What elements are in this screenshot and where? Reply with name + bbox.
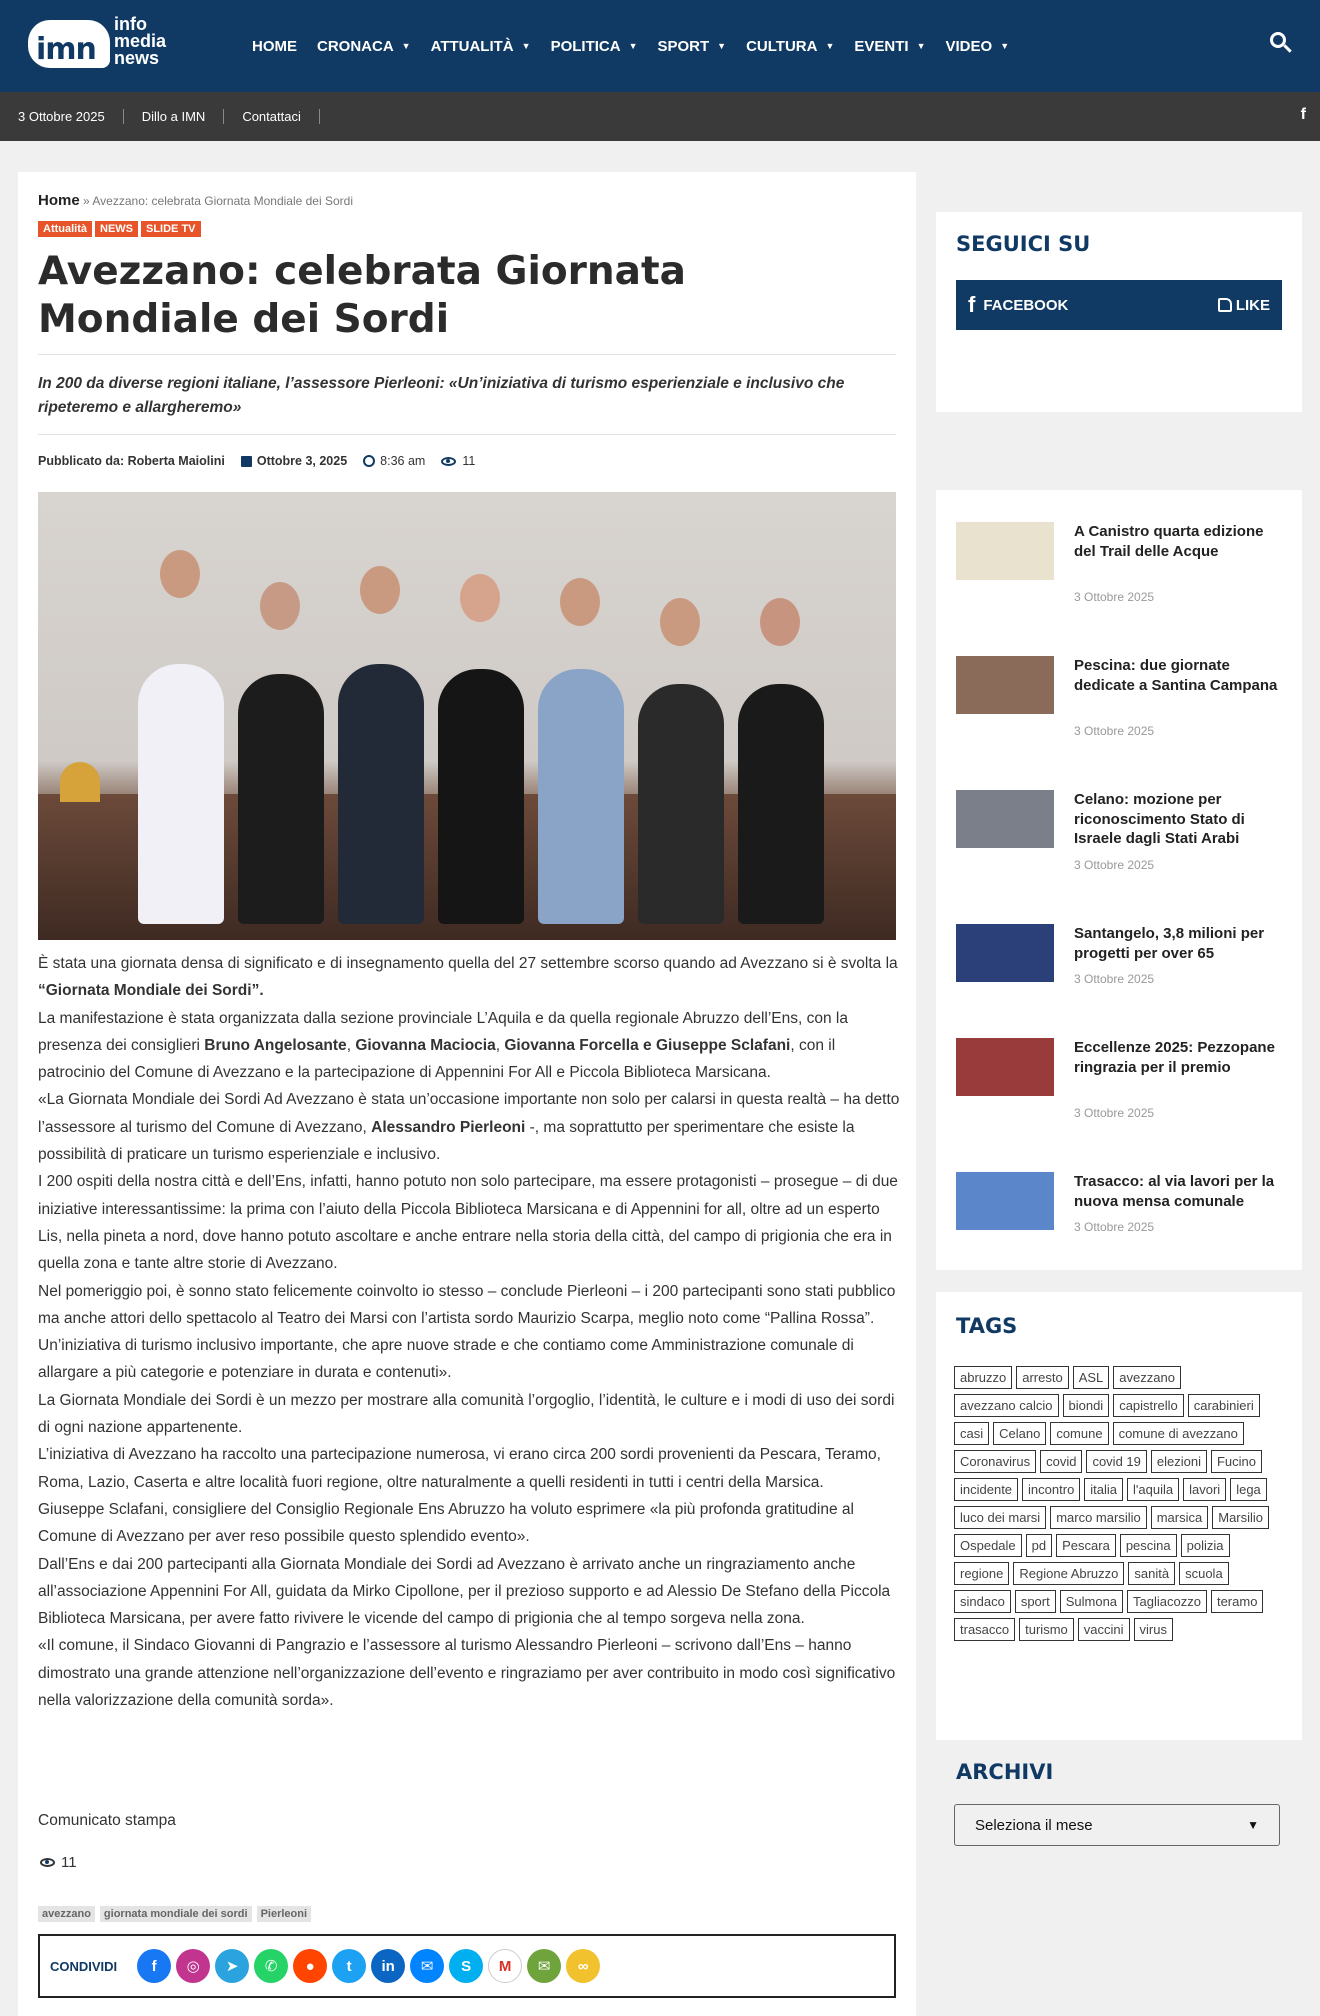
tag-link[interactable]: luco dei marsi	[954, 1506, 1046, 1529]
copy-link-icon[interactable]: ∞	[566, 1949, 600, 1983]
tag-link[interactable]: comune	[1050, 1422, 1108, 1445]
tag-link[interactable]: carabinieri	[1188, 1394, 1260, 1417]
recent-post[interactable]	[956, 924, 1282, 1024]
article-closing: Comunicato stampa	[38, 1812, 176, 1829]
breadcrumb	[38, 192, 353, 209]
archive-select-value: Seleziona il mese	[975, 1816, 1093, 1834]
tag-link[interactable]: l'aquila	[1127, 1478, 1179, 1501]
article-card	[18, 172, 916, 2016]
tag-link[interactable]: ASL	[1073, 1366, 1110, 1389]
tag-link[interactable]: comune di avezzano	[1113, 1422, 1244, 1445]
tag-link[interactable]: lavori	[1183, 1478, 1226, 1501]
divider	[38, 434, 896, 435]
whatsapp-icon[interactable]: ✆	[254, 1949, 288, 1983]
tag-link[interactable]: Marsilio	[1212, 1506, 1269, 1529]
recent-post[interactable]	[956, 522, 1282, 622]
tag-cloud	[954, 1366, 1284, 1646]
facebook-label: FACEBOOK	[983, 296, 1069, 314]
photo-person	[138, 664, 224, 924]
nav-item-cronaca[interactable]	[317, 38, 411, 55]
tag-link[interactable]: turismo	[1019, 1618, 1074, 1641]
chevron-down-icon: ▼	[1247, 1818, 1259, 1832]
tag-link[interactable]: sindaco	[954, 1590, 1011, 1613]
follow-widget	[936, 212, 1302, 412]
publish-time	[363, 454, 425, 468]
logo-word-1: info	[114, 14, 147, 34]
facebook-icon[interactable]: f	[1300, 106, 1306, 123]
nav-item-label: POLITICA	[550, 37, 621, 55]
breadcrumb-current: Avezzano: celebrata Giornata Mondiale dei Sordi	[92, 194, 353, 208]
secondary-bar	[0, 92, 1320, 141]
tag-link[interactable]: italia	[1084, 1478, 1123, 1501]
publish-date-text: Ottobre 3, 2025	[256, 454, 348, 468]
clock-icon	[363, 455, 375, 467]
facebook-follow-button[interactable]	[956, 280, 1282, 330]
publish-date	[241, 454, 347, 468]
nav-item-label: CULTURA	[746, 37, 818, 55]
post-thumbnail[interactable]	[956, 1172, 1054, 1230]
post-title[interactable]: Pescina: due giornate dedicate a Santina Campana	[1074, 657, 1278, 694]
nav-item-attualit[interactable]	[431, 38, 531, 55]
current-date: 3 Ottobre 2025	[0, 109, 124, 124]
eye-icon	[441, 457, 456, 466]
article-paragraph: È stata una giornata densa di significato e di insegnamento quella del 27 settembre scorso quando ad Avezzano si è svolta la “Giornata Mondiale dei Sordi”.	[38, 955, 898, 1000]
author-info	[38, 454, 225, 468]
archive-widget	[936, 1740, 1302, 1880]
photo-person	[538, 669, 624, 924]
tag-link[interactable]: sport	[1015, 1590, 1056, 1613]
nav-item-eventi[interactable]	[854, 38, 925, 55]
tag-link[interactable]: Coronavirus	[954, 1450, 1036, 1473]
nav-item-video[interactable]	[946, 38, 1010, 55]
tag-link[interactable]: Ospedale	[954, 1534, 1022, 1557]
article-meta	[38, 454, 491, 468]
nav-item-home[interactable]	[252, 38, 297, 55]
photo-head	[160, 550, 200, 598]
logo-word-2: media	[114, 31, 167, 51]
tag-link[interactable]: sanità	[1128, 1562, 1175, 1585]
main-nav	[252, 0, 1029, 92]
tag-link[interactable]: trasacco	[954, 1618, 1015, 1641]
like-button[interactable]	[1218, 297, 1270, 314]
recent-posts-widget	[936, 490, 1302, 1270]
tag-link[interactable]: covid	[1040, 1450, 1082, 1473]
category-badge[interactable]: NEWS	[95, 221, 138, 237]
photo-head	[260, 582, 300, 630]
nav-item-label: EVENTI	[854, 37, 909, 55]
post-date: 3 Ottobre 2025	[1074, 1220, 1155, 1234]
tag-link[interactable]: capistrello	[1113, 1394, 1184, 1417]
nav-item-label: ATTUALITÀ	[430, 37, 514, 55]
view-count-bottom-text: 11	[61, 1854, 77, 1871]
post-title[interactable]: Santangelo, 3,8 milioni per progetti per over 65	[1074, 925, 1265, 962]
nav-item-label: VIDEO	[945, 37, 993, 55]
article-paragraph: La manifestazione è stata organizzata dalla sezione provinciale L’Aquila e da quella regionale Abruzzo dell’Ens, con la presenza dei consiglieri Bruno Angelosante, Giovanna Maciocia, Giovanna Forcella e Giuseppe Sclafani, con il patrocinio del Comune di Avezzano e la partecipazione di Appennini For All e Piccola Biblioteca Marsicana.	[38, 1009, 848, 1082]
link-dillo-a-imn[interactable]: Dillo a IMN	[124, 109, 225, 124]
tag-link[interactable]: Tagliacozzo	[1127, 1590, 1207, 1613]
photo-head	[360, 566, 400, 614]
publish-time-text: 8:36 am	[380, 454, 426, 468]
article-subtitle: In 200 da diverse regioni italiane, l’assessore Pierleoni: «Un’iniziativa di turismo esperienziale e inclusivo che ripeteremo e allargheremo»	[38, 375, 845, 416]
follow-title: SEGUICI SU	[956, 232, 1091, 256]
chevron-down-icon: ▼	[717, 41, 727, 51]
photo-head	[560, 578, 600, 626]
chevron-down-icon: ▼	[401, 41, 411, 51]
post-thumbnail[interactable]	[956, 1038, 1054, 1096]
chevron-down-icon: ▼	[825, 41, 835, 51]
share-box	[38, 1934, 896, 1998]
tag-link[interactable]: Regione Abruzzo	[1013, 1562, 1124, 1585]
tags-title: TAGS	[956, 1314, 1018, 1338]
article-paragraph: «Il comune, il Sindaco Giovanni di Pangrazio e l’assessore al turismo Alessandro Pierleoni – scrivono dall’Ens – hanno dimostrato una grande attenzione nell’organizzazione dell’evento e ringraziamo per aver contribuito in modo così significativo nella valorizzazione della comunità sorda».	[38, 1637, 896, 1710]
archive-month-select[interactable]	[954, 1804, 1280, 1846]
tag-link[interactable]: casi	[954, 1422, 989, 1445]
tag-link[interactable]: elezioni	[1151, 1450, 1207, 1473]
post-title[interactable]: A Canistro quarta edizione del Trail delle Acque	[1074, 523, 1264, 560]
article-title: Avezzano: celebrata Giornata Mondiale dei Sordi	[38, 249, 686, 342]
recent-post[interactable]	[956, 1172, 1282, 1272]
tag-link[interactable]: Sulmona	[1060, 1590, 1123, 1613]
facebook-icon: f	[968, 292, 976, 317]
tag-link[interactable]: regione	[954, 1562, 1009, 1585]
post-title[interactable]: Trasacco: al via lavori per la nuova mensa comunale	[1074, 1173, 1275, 1210]
thumbs-up-icon	[1218, 298, 1232, 312]
article-tag[interactable]: giornata mondiale dei sordi	[100, 1906, 252, 1922]
tag-link[interactable]: biondi	[1063, 1394, 1110, 1417]
tag-link[interactable]: teramo	[1211, 1590, 1263, 1613]
skype-icon[interactable]: S	[449, 1949, 483, 1983]
like-label: LIKE	[1235, 296, 1270, 314]
category-badge[interactable]: Attualità	[38, 221, 92, 237]
tag-link[interactable]: vaccini	[1078, 1618, 1130, 1641]
nav-item-label: SPORT	[657, 37, 710, 55]
nav-item-label: HOME	[252, 37, 297, 55]
logo-wordmark	[114, 16, 166, 67]
nav-item-cultura[interactable]	[746, 38, 834, 55]
post-title[interactable]: Eccellenze 2025: Pezzopane ringrazia per il premio	[1074, 1039, 1275, 1076]
divider	[38, 354, 896, 355]
nav-item-politica[interactable]	[551, 38, 638, 55]
tag-link[interactable]: abruzzo	[954, 1366, 1012, 1389]
tag-link[interactable]: Celano	[993, 1422, 1046, 1445]
facebook-icon[interactable]: f	[137, 1949, 171, 1983]
photo-person	[638, 684, 724, 924]
post-date: 3 Ottobre 2025	[1074, 1106, 1155, 1120]
tag-link[interactable]: lega	[1230, 1478, 1267, 1501]
author-label: Pubblicato da:	[38, 454, 125, 468]
article-tag[interactable]: Pierleoni	[257, 1906, 311, 1922]
chevron-down-icon: ▼	[916, 41, 926, 51]
search-icon-handle	[1283, 44, 1291, 52]
tags-widget	[936, 1292, 1302, 1740]
article-photo	[38, 492, 896, 940]
article-paragraph: Dall’Ens e dai 200 partecipanti alla Giornata Mondiale dei Sordi ad Avezzano è arrivato anche un ringraziamento anche all’associazione Appennini For All, guidata da Mirko Cipollone, per il prezioso supporto e ad Alessio De Stefano della Piccola Biblioteca Marsicana, per avere fatto rivivere le vicende del campo di prigionia che al tempo sorgeva nella zona.	[38, 1555, 891, 1628]
photo-flowers	[60, 762, 100, 802]
tag-link[interactable]: Pescara	[1056, 1534, 1116, 1557]
post-thumbnail[interactable]	[956, 924, 1054, 982]
post-date: 3 Ottobre 2025	[1074, 972, 1155, 986]
view-count-text: 11	[462, 454, 476, 468]
recent-post[interactable]	[956, 656, 1282, 756]
chevron-down-icon: ▼	[628, 41, 638, 51]
photo-person	[338, 664, 424, 924]
linkedin-icon[interactable]: in	[371, 1949, 405, 1983]
article-paragraph: L’iniziativa di Avezzano ha raccolto una partecipazione numerosa, vi erano circa 200 sordi provenienti da Pescara, Teramo, Roma, Lazio, Caserta e altre località fuori regione, oltre naturalmente a quelli residenti in tutti i centri della Marsica.	[38, 1446, 881, 1491]
top-navigation-bar	[0, 0, 1320, 92]
tag-link[interactable]: marco marsilio	[1050, 1506, 1147, 1529]
tag-link[interactable]: marsica	[1151, 1506, 1209, 1529]
tag-link[interactable]: incidente	[954, 1478, 1018, 1501]
post-title[interactable]: Celano: mozione per riconoscimento Stato di Israele dagli Stati Arabi	[1074, 791, 1245, 847]
view-count-bottom	[40, 1854, 77, 1871]
article-tag[interactable]: avezzano	[38, 1906, 95, 1922]
chevron-down-icon: ▼	[521, 41, 531, 51]
article-body	[38, 950, 900, 1714]
post-thumbnail[interactable]	[956, 656, 1054, 714]
tag-link[interactable]: avezzano calcio	[954, 1394, 1059, 1417]
telegram-icon[interactable]: ➤	[215, 1949, 249, 1983]
tag-link[interactable]: arresto	[1016, 1366, 1068, 1389]
article-tags	[38, 1906, 316, 1922]
post-thumbnail[interactable]	[956, 522, 1054, 580]
photo-head	[660, 598, 700, 646]
tag-link[interactable]: Fucino	[1211, 1450, 1262, 1473]
nav-item-sport[interactable]	[657, 38, 726, 55]
reddit-icon[interactable]: ●	[293, 1949, 327, 1983]
recent-post[interactable]	[956, 790, 1282, 890]
instagram-icon[interactable]: ◎	[176, 1949, 210, 1983]
photo-person	[238, 674, 324, 924]
article-paragraph: La Giornata Mondiale dei Sordi è un mezzo per mostrare alla comunità l’orgoglio, l’identità, le culture e i modi di uso dei sordi di ogni nazione appartenente.	[38, 1391, 895, 1437]
gmail-icon[interactable]: M	[488, 1949, 522, 1983]
tag-link[interactable]: incontro	[1022, 1478, 1080, 1501]
photo-person	[438, 669, 524, 924]
category-badge[interactable]: SLIDE TV	[141, 221, 201, 237]
eye-icon	[40, 1858, 55, 1867]
article-paragraph: Nel pomeriggio poi, è sonno stato felicemente coinvolto io stesso – conclude Pierleoni – i 200 partecipanti sono stati pubblico ma anche attori dello spettacolo al Teatro dei Marsi con l’artista sordo Maurizio Scarpa, meglio noto come “Pallina Rossa”.	[38, 1282, 896, 1327]
tag-link[interactable]: polizia	[1181, 1534, 1230, 1557]
category-badges	[38, 221, 204, 237]
share-label: CONDIVIDI	[50, 1958, 118, 1974]
logo-mark	[28, 20, 110, 68]
site-logo[interactable]	[28, 14, 178, 74]
tag-link[interactable]: scuola	[1179, 1562, 1229, 1585]
post-thumbnail[interactable]	[956, 790, 1054, 848]
article-paragraph: Un’iniziativa di turismo inclusivo importante, che apre nuove strade e che contiamo come Amministrazione comunale di allargare a più categorie e potenziare in durata e contenuti».	[38, 1337, 854, 1382]
twitter-icon[interactable]: t	[332, 1949, 366, 1983]
view-count	[441, 454, 475, 468]
messenger-icon[interactable]: ✉	[410, 1949, 444, 1983]
photo-person	[738, 684, 824, 924]
post-date: 3 Ottobre 2025	[1074, 724, 1155, 738]
logo-word-3: news	[114, 48, 160, 68]
link-contattaci[interactable]: Contattaci	[224, 109, 320, 124]
tag-link[interactable]: pd	[1026, 1534, 1052, 1557]
search-icon[interactable]	[1270, 32, 1292, 54]
share-buttons	[137, 1949, 605, 1983]
post-date: 3 Ottobre 2025	[1074, 590, 1155, 604]
article-paragraph: Giuseppe Sclafani, consigliere del Consiglio Regionale Ens Abruzzo ha voluto esprimere «la più profonda gratitudine al Comune di Avezzano per aver reso possibile questo splendido evento».	[38, 1500, 854, 1546]
breadcrumb-home[interactable]: Home	[38, 192, 80, 209]
breadcrumb-separator: »	[83, 194, 90, 208]
logo-mark-text: imn	[36, 32, 96, 67]
chevron-down-icon: ▼	[1000, 41, 1010, 51]
tag-link[interactable]: pescina	[1120, 1534, 1177, 1557]
article-paragraph: I 200 ospiti della nostra città e dell’Ens, infatti, hanno potuto non solo partecipare, ma essere protagonisti – prosegue – di due iniziative interessantissime: la prima con l’aiuto della Piccola Biblioteca Marsicana e di Appennini for all, oltre ad un esperto Lis, nella pineta a nord, dove hanno potuto ascoltare e anche entrare nella storia della città, del campo di prigionia che era in quella zona e tante altre storie di Avezzano.	[38, 1173, 898, 1273]
photo-head	[460, 574, 500, 622]
post-date: 3 Ottobre 2025	[1074, 858, 1155, 872]
tag-link[interactable]: covid 19	[1086, 1450, 1146, 1473]
recent-post[interactable]	[956, 1038, 1282, 1138]
archive-title: ARCHIVI	[956, 1760, 1054, 1784]
calendar-icon	[241, 456, 252, 467]
tag-link[interactable]: avezzano	[1113, 1366, 1181, 1389]
email-icon[interactable]: ✉	[527, 1949, 561, 1983]
author-name[interactable]: Roberta Maiolini	[127, 454, 225, 468]
photo-head	[760, 598, 800, 646]
nav-item-label: CRONACA	[317, 37, 394, 55]
tag-link[interactable]: virus	[1134, 1618, 1173, 1641]
article-paragraph: «La Giornata Mondiale dei Sordi Ad Avezzano è stata un’occasione importante non solo per calarsi in questa realtà – ha detto l’assessore al turismo del Comune di Avezzano, Alessandro Pierleoni -, ma soprattutto per sperimentare che esiste la possibilità di praticare un turismo esperienziale e inclusivo.	[38, 1091, 900, 1164]
